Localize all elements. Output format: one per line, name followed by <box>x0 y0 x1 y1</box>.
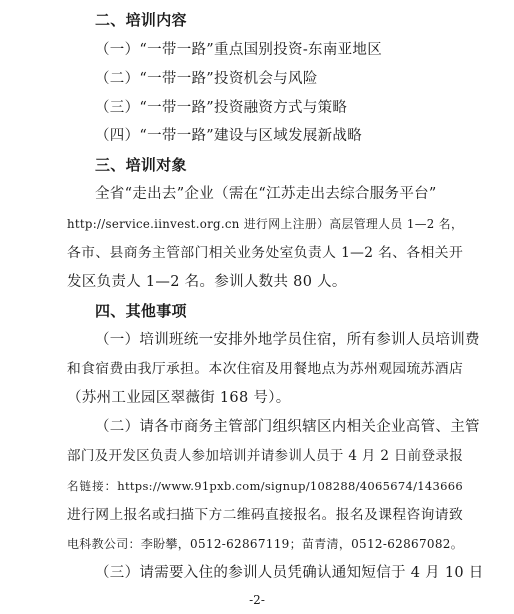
target-line-2: http://service.iinvest.org.cn 进行网上注册）高层管理人员 1—2 名， <box>67 217 463 231</box>
content-item-2: （二）“一带一路”投资机会与风险 <box>95 71 318 87</box>
target-line-3: 各市、县商务主管部门相关业务处室负责人 1—2 名、各相关开 <box>67 245 463 261</box>
target-line-1: 全省“走出去”企业（需在“江苏走出去综合服务平台” <box>95 186 437 202</box>
matters-p2-line-2: 部门及开发区负责人参加培训并请参训人员于 4 月 2 日前登录报 <box>67 448 463 464</box>
matters-p1-line-3: （苏州工业园区翠薇街 168 号）。 <box>67 390 291 406</box>
contact-phone-line: 电科教公司：李盼攀，0512-62867119；苗青清，0512-62867082。 <box>67 537 463 551</box>
matters-p3-line-1: （三）请需要入住的参训人员凭确认通知短信于 4 月 10 日 <box>95 565 484 581</box>
matters-p1-line-1: （一）培训班统一安排外地学员住宿，所有参训人员培训费 <box>95 332 480 348</box>
matters-p2-line-1: （二）请各市商务主管部门组织辖区内相关企业高管、主管 <box>95 419 480 435</box>
matters-p1-line-2: 和食宿费由我厅承担。本次住宿及用餐地点为苏州观园琉苏酒店 <box>67 361 463 377</box>
section-heading-training-content: 二、培训内容 <box>95 11 187 29</box>
registration-link-text: 名链接：https://www.91pxb.com/signup/108288/4065674/143666 <box>67 479 463 493</box>
section-heading-other-matters: 四、其他事项 <box>95 302 187 320</box>
section-heading-training-target: 三、培训对象 <box>95 156 187 174</box>
target-line-4: 发区负责人 1—2 名。参训人数共 80 人。 <box>67 274 347 290</box>
content-item-4: （四）“一带一路”建设与区域发展新战略 <box>95 128 363 144</box>
content-item-3: （三）“一带一路”投资融资方式与策略 <box>95 100 348 116</box>
matters-p2-line-4: 进行网上报名或扫描下方二维码直接报名。报名及课程咨询请致 <box>67 507 463 523</box>
page-number: -2- <box>249 593 265 607</box>
content-item-1: （一）“一带一路”重点国别投资-东南亚地区 <box>95 42 383 58</box>
